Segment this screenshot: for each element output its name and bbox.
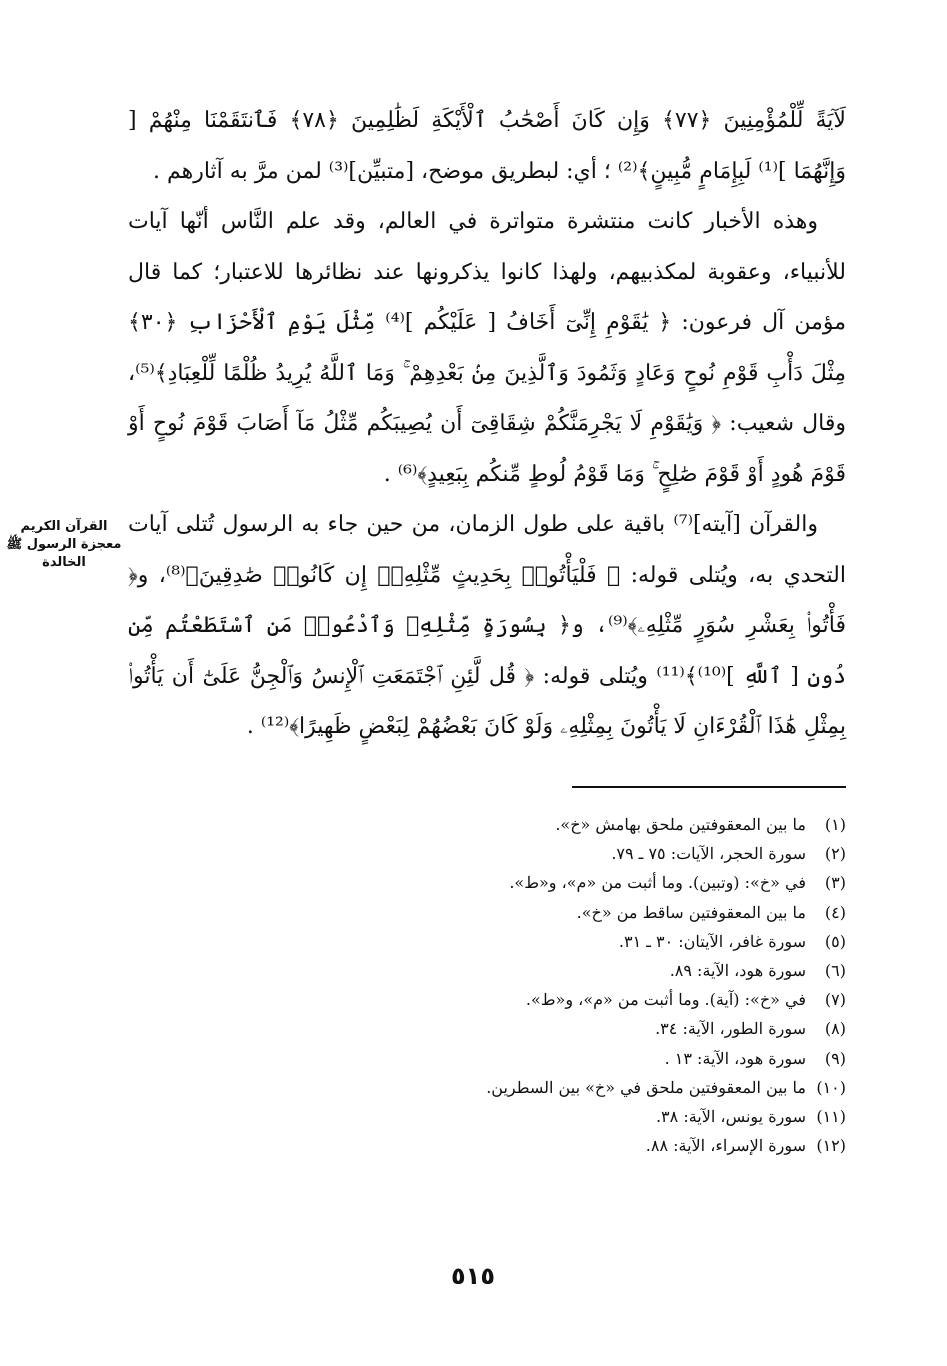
footnote-text: في «خ»: (وتبين). وما أثبت من «م»، و«ط».	[509, 873, 806, 893]
footnotes-list	[300, 810, 846, 1160]
footnote-text: سورة يونس، الآية: ٣٨.	[655, 1107, 806, 1127]
footnote-item	[300, 1073, 846, 1102]
footnote-number: (٣)	[824, 873, 846, 893]
paragraph-2: وهذه الأخبار كانت منتشرة متواترة في العالم، وقد علم النَّاس أنّها آيات للأنبياء، وعقوبة لمكذبيهم، ولهذا كانوا يذكرونها عند نظائرها للاعتبار؛ كما قال مؤمن آل فرعون: ﴿ يَٰقَوْمِ إِنِّىٓ أَخَافُ [ عَلَيْكُم ]⁽⁴⁾ مِّثْلَ يَوْمِ ٱلْأَحْزَابِ ﴿٣٠﴾ مِثْلَ دَأْبِ قَوْمِ نُوحٍ وَعَادٍ وَثَمُودَ وَٱلَّذِينَ مِنۢ بَعْدِهِمْ ۚ وَمَا ٱللَّهُ يُرِيدُ ظُلْمًا لِّلْعِبَادِ﴾⁽⁵⁾، وقال شعيب: ﴿ وَيَٰقَوْمِ لَا يَجْرِمَنَّكُمْ شِقَاقِىٓ أَن يُصِيبَكُم مِّثْلُ مَآ أَصَابَ قَوْمَ نُوحٍ أَوْ قَوْمَ هُودٍ أَوْ قَوْمَ صَٰلِحٍ ۚ وَمَا قَوْمُ لُوطٍ مِّنكُم بِبَعِيدٍ﴾⁽⁶⁾ .	[128, 209, 846, 487]
footnote-item	[300, 868, 846, 897]
main-text-body	[128, 96, 846, 753]
footnote-item	[300, 839, 846, 868]
footnote-number: (٩)	[824, 1048, 846, 1068]
footnote-number: (٨)	[824, 1019, 846, 1039]
margin-note-line: القرآن الكريم	[20, 519, 108, 534]
footnote-text: سورة غافر، الآيتان: ٣٠ ـ ٣١.	[618, 931, 806, 951]
footnote-number: (١١)	[816, 1107, 846, 1127]
footnote-item	[300, 810, 846, 839]
footnote-item	[300, 1131, 846, 1160]
footnote-text: سورة الإسراء، الآية: ٨٨.	[645, 1136, 806, 1156]
footnote-item	[300, 898, 846, 927]
footnote-item	[300, 985, 846, 1014]
footnote-number: (٢)	[824, 844, 846, 864]
page-number: ٥١٥	[451, 1262, 495, 1290]
footnote-divider	[572, 786, 846, 788]
margin-note-line: معجزة الرسول ﷺ	[6, 537, 122, 552]
footnote-text: سورة الحجر، الآيات: ٧٥ ـ ٧٩.	[611, 844, 806, 864]
footnote-text: ما بين المعقوفتين ساقط من «خ».	[576, 902, 806, 922]
footnote-number: (١٢)	[816, 1136, 846, 1156]
paragraph-3: والقرآن [آيته]⁽⁷⁾ باقية على طول الزمان، من حين جاء به الرسول تُتلى آيات التحدي به، ويُتلى قوله: ﴿ فَلْيَأْتُوا۟ بِحَدِيثٍ مِّثْلِهِۦٓ إِن كَانُوا۟ صَٰدِقِينَ﴾⁽⁸⁾، و﴿ فَأْتُوا۟ بِعَشْرِ سُوَرٍ مِّثْلِهِۦ﴾⁽⁹⁾، و﴿ بِسُورَةٍ مِّثْلِهِۦ وَٱدْعُوا۟ مَنِ ٱسْتَطَعْتُم مِّن دُونِ [ ٱللَّهِ ]⁽¹⁰⁾﴾⁽¹¹⁾ ويُتلى قوله: ﴿ قُل لَّئِنِ ٱجْتَمَعَتِ ٱلْإِنسُ وَٱلْجِنُّ عَلَىٰٓ أَن يَأْتُوا۟ بِمِثْلِ هَٰذَا ٱلْقُرْءَانِ لَا يَأْتُونَ بِمِثْلِهِۦ وَلَوْ كَانَ بَعْضُهُمْ لِبَعْضٍ ظَهِيرًا﴾⁽¹²⁾ .	[128, 512, 846, 739]
footnote-number: (١)	[824, 815, 846, 834]
footnote-text: في «خ»: (آية). وما أثبت من «م»، و«ط».	[525, 990, 806, 1010]
footnote-number: (٧)	[824, 990, 846, 1010]
footnote-text: ما بين المعقوفتين ملحق بهامش «خ».	[555, 815, 806, 834]
footnote-number: (١٠)	[816, 1077, 846, 1097]
paragraph-1: لَآيَةً لِّلْمُؤْمِنِينَ ﴿٧٧﴾ وَإِن كَانَ أَصْحَٰبُ ٱلْأَيْكَةِ لَظَٰلِمِينَ ﴿٧٨﴾ فَٱنتَقَمْنَا مِنْهُمْ [ وَإِنَّهُمَا ]⁽¹⁾ لَبِإِمَامٍ مُّبِينٍ﴾⁽²⁾ ؛ أي: لبطريق موضح، [متبيِّن]⁽³⁾ لمن مرَّ به آثارهم .	[128, 108, 846, 184]
margin-note-line: الخالدة	[42, 555, 86, 570]
footnote-number: (٥)	[824, 931, 846, 951]
margin-note	[6, 518, 122, 572]
footnote-number: (٤)	[824, 902, 846, 922]
footnote-item	[300, 1044, 846, 1073]
footnote-item	[300, 927, 846, 956]
footnote-text: ما بين المعقوفتين ملحق في «خ» بين السطرين.	[486, 1077, 806, 1097]
footnote-item	[300, 956, 846, 985]
footnote-item	[300, 1102, 846, 1131]
footnote-text: سورة الطور، الآية: ٣٤.	[655, 1019, 806, 1039]
footnote-text: سورة هود، الآية: ١٣ .	[664, 1048, 806, 1068]
footnote-item	[300, 1014, 846, 1043]
footnote-number: (٦)	[824, 961, 846, 981]
footnote-text: سورة هود، الآية: ٨٩.	[669, 961, 806, 981]
